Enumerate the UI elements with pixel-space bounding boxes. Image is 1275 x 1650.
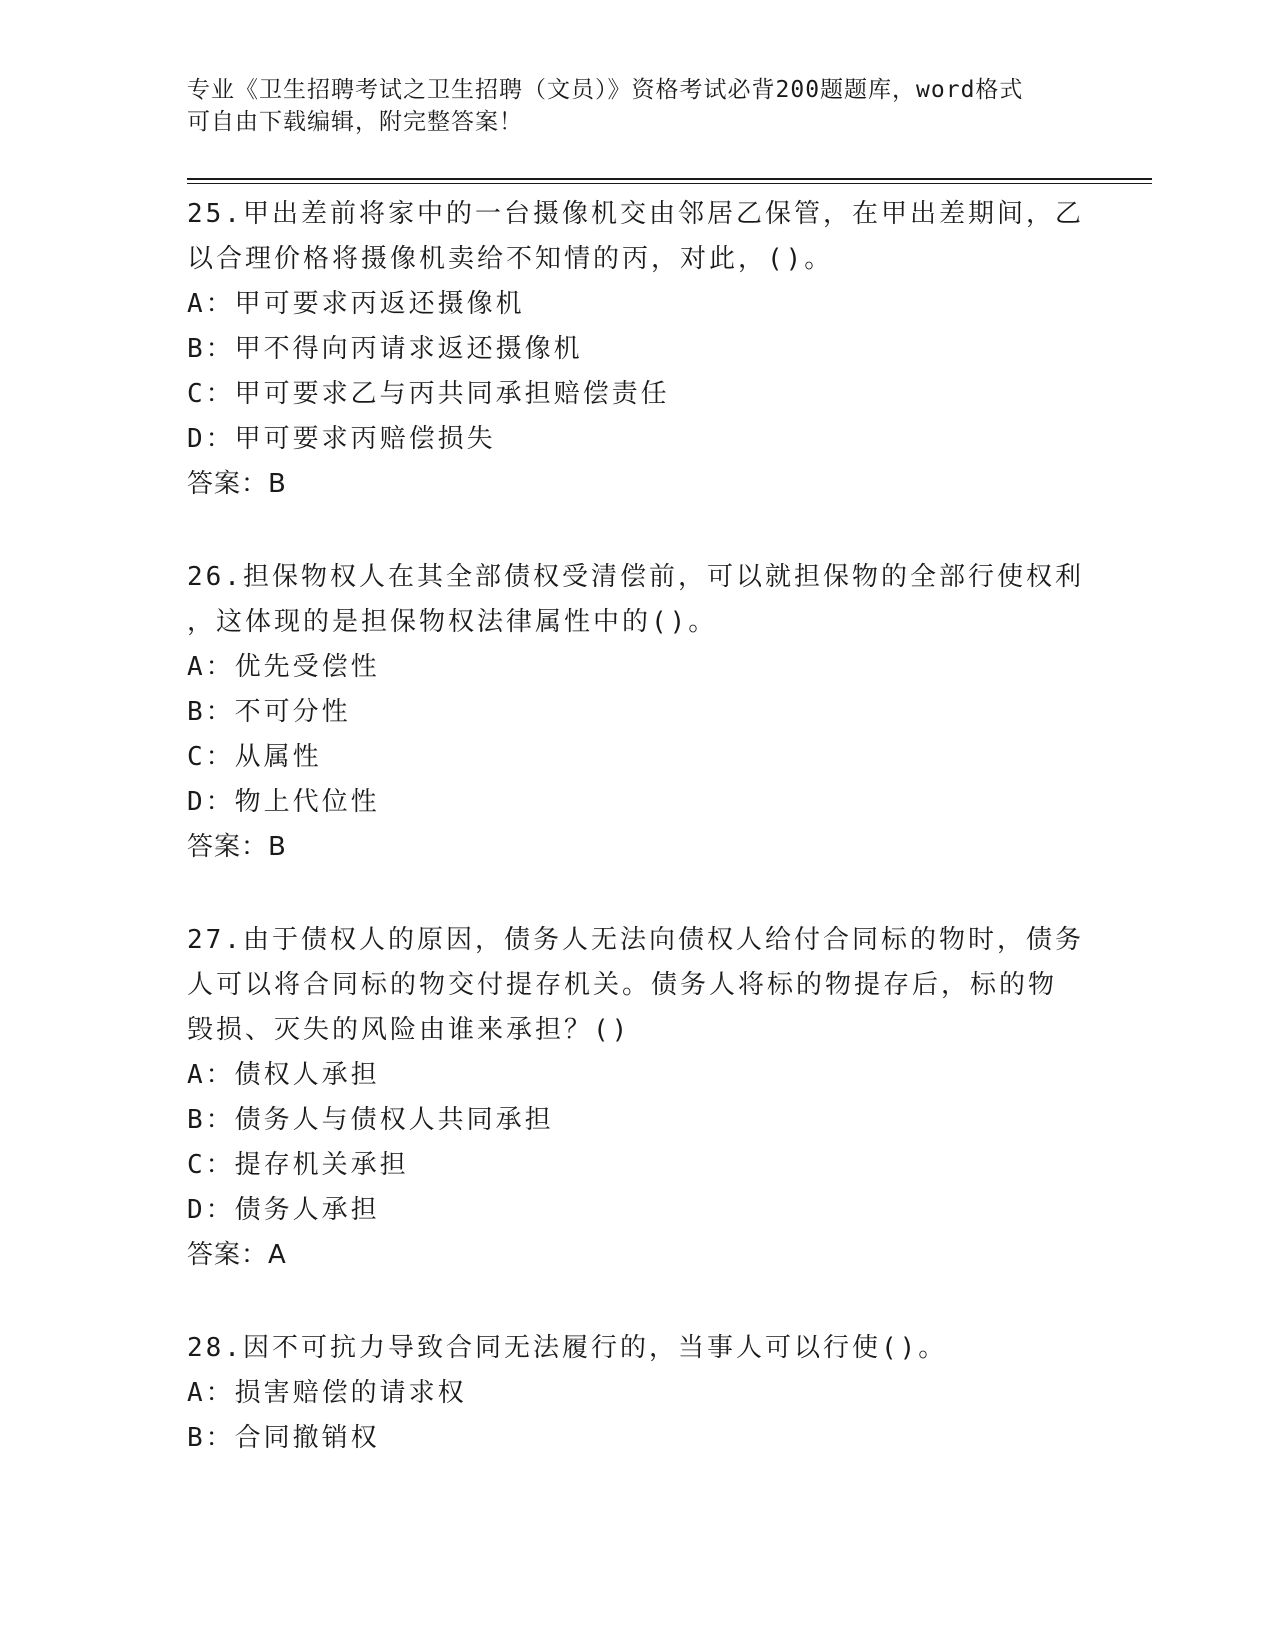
answer-option: B：债务人与债权人共同承担: [187, 1105, 554, 1135]
document-header: [187, 74, 1067, 138]
header-divider-thick: [187, 178, 1152, 180]
answer-option: A：损害赔偿的请求权: [187, 1378, 467, 1408]
answer-option: D：物上代位性: [187, 787, 380, 817]
question-stem-line: ，这体现的是担保物权法律属性中的()。: [187, 607, 718, 637]
question-stem-line: 28.因不可抗力导致合同无法履行的，当事人可以行使()。: [187, 1333, 948, 1363]
answer-option: C：甲可要求乙与丙共同承担赔偿责任: [187, 379, 670, 409]
answer-option: A：债权人承担: [187, 1060, 380, 1090]
answer-key: 答案：A: [187, 1240, 287, 1270]
question-item: [187, 918, 1087, 1278]
question-list: [187, 192, 1087, 1509]
answer-option: D：债务人承担: [187, 1195, 380, 1225]
answer-key: 答案：B: [187, 469, 287, 499]
answer-option: A：甲可要求丙返还摄像机: [187, 289, 525, 319]
answer-key: 答案：B: [187, 832, 287, 862]
answer-option: C：提存机关承担: [187, 1150, 409, 1180]
answer-option: C：从属性: [187, 742, 322, 772]
question-stem-line: 27.由于债权人的原因，债务人无法向债权人给付合同标的物时，债务: [187, 925, 1084, 955]
answer-option: B：合同撤销权: [187, 1423, 380, 1453]
answer-option: B：不可分性: [187, 697, 351, 727]
question-item: [187, 192, 1087, 507]
answer-option: D：甲可要求丙赔偿损失: [187, 424, 496, 454]
answer-option: B：甲不得向丙请求返还摄像机: [187, 334, 583, 364]
question-stem-line: 26.担保物权人在其全部债权受清偿前，可以就担保物的全部行使权利: [187, 562, 1084, 592]
header-line-2: 可自由下载编辑，附完整答案！: [187, 109, 523, 135]
question-item: [187, 555, 1087, 870]
question-item: [187, 1326, 1087, 1461]
question-stem-line: 人可以将合同标的物交付提存机关。债务人将标的物提存后，标的物: [187, 970, 1058, 1000]
header-divider-thin: [187, 183, 1152, 184]
header-line-1: 专业《卫生招聘考试之卫生招聘（文员）》资格考试必背200题题库，word格式: [187, 77, 1024, 103]
question-stem-line: 毁损、灭失的风险由谁来承担？(): [187, 1015, 631, 1045]
question-stem-line: 以合理价格将摄像机卖给不知情的丙，对此，()。: [187, 244, 834, 274]
question-stem-line: 25.甲出差前将家中的一台摄像机交由邻居乙保管，在甲出差期间，乙: [187, 199, 1084, 229]
answer-option: A：优先受偿性: [187, 652, 380, 682]
